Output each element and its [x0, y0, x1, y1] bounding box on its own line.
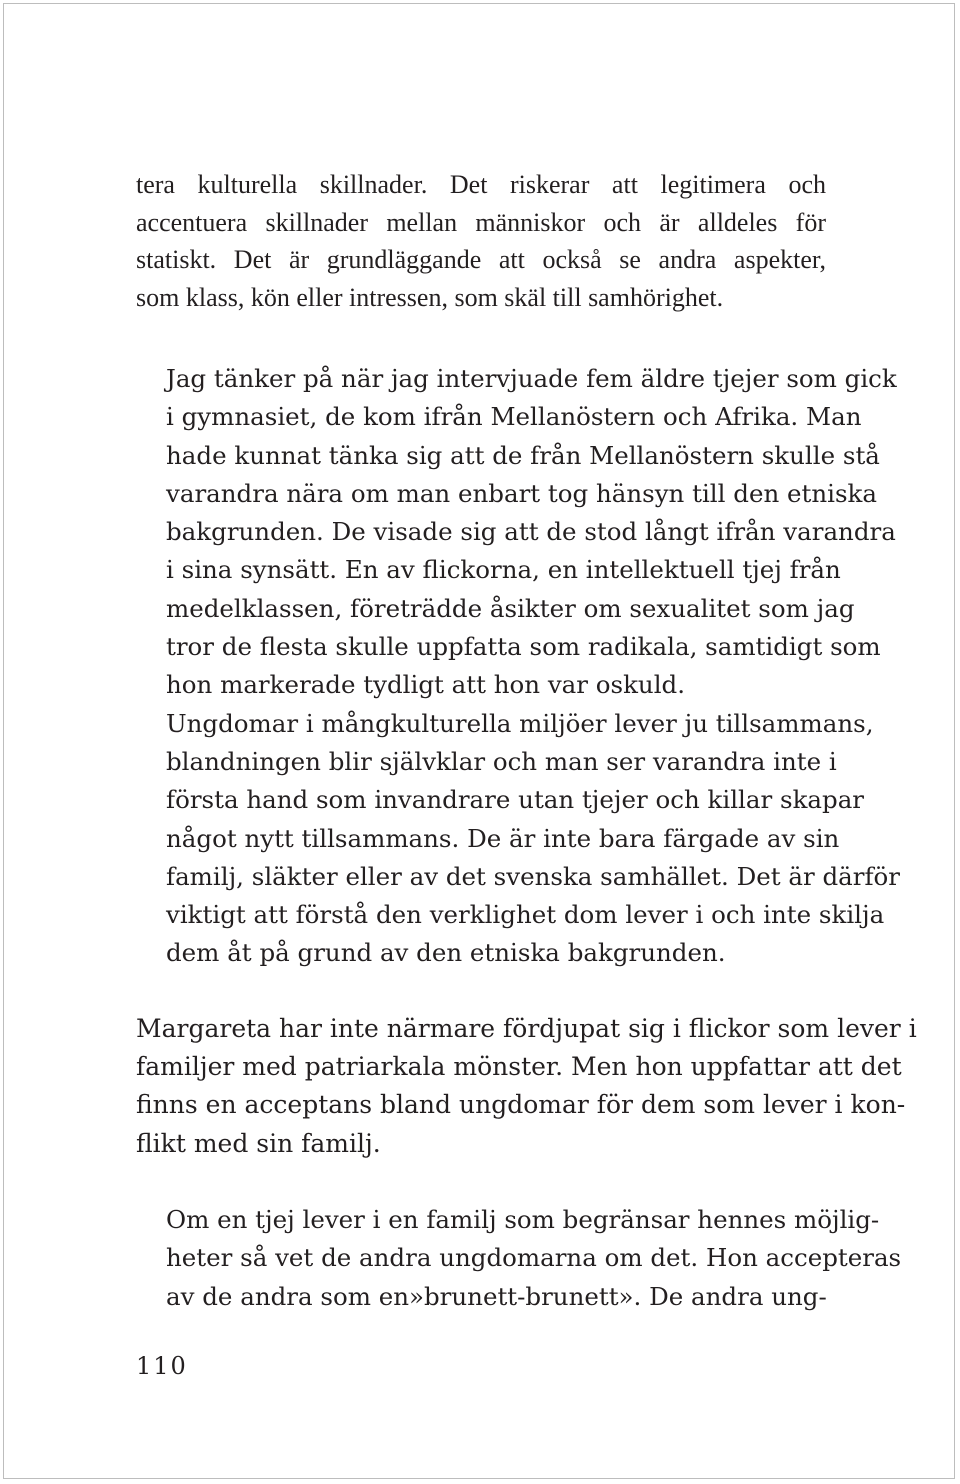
text-line: Margareta har inte närmare fördjupat sig i flickor som lever i	[136, 1014, 917, 1043]
text-line: Om en tjej lever i en familj som begränsar hennes möjlig-	[166, 1205, 880, 1234]
text-line: accentuera skillnader mellan människor och är alldeles för	[136, 207, 826, 237]
text-line: första hand som invandrare utan tjejer och killar skapar	[166, 785, 865, 815]
text-line: familjer med patriarkala mönster. Men hon uppfattar att det	[136, 1052, 902, 1082]
text-line: av de andra som en»brunett-brunett». De andra ung-	[166, 1281, 827, 1311]
text-line: Ungdomar i mångkulturella miljöer lever ju tillsammans,	[166, 708, 874, 738]
interview-quote-1	[166, 360, 900, 973]
text-line: tror de flesta skulle uppfatta som radikala, samtidigt som	[166, 632, 881, 662]
text-line: hade kunnat tänka sig att de från Mellanöstern skulle stå	[166, 440, 880, 470]
text-line: som klass, kön eller intressen, som skäl till samhörighet.	[136, 283, 724, 313]
text-line: statiskt. Det är grundläggande att också se andra aspekter,	[136, 245, 826, 275]
text-line: bakgrunden. De visade sig att de stod långt ifrån varandra	[166, 517, 896, 547]
text-line: blandningen blir självklar och man ser varandra inte i	[166, 746, 837, 776]
text-line: finns en acceptans bland ungdomar för dem som lever i kon-	[136, 1090, 906, 1120]
text-line: hon markerade tydligt att hon var oskuld.	[166, 670, 686, 700]
text-line: dem åt på grund av den etniska bakgrunden.	[166, 938, 726, 968]
text-line: viktigt att förstå den verklighet dom lever i och inte skilja	[166, 900, 885, 930]
body-paragraph-2	[136, 1010, 917, 1163]
text-line: familj, släkter eller av det svenska samhället. Det är därför	[166, 861, 900, 891]
text-line: varandra nära om man enbart tog hänsyn till den etniska	[166, 478, 878, 508]
body-paragraph-1	[136, 166, 826, 317]
interview-quote-2	[166, 1201, 902, 1316]
page-number: 110	[136, 1352, 188, 1380]
text-line: medelklassen, företrädde åsikter om sexualitet som jag	[166, 593, 855, 623]
text-line: Jag tänker på när jag intervjuade fem äldre tjejer som gick	[166, 364, 897, 393]
text-line: tera kulturella skillnader. Det riskerar att legitimera och	[136, 170, 826, 199]
text-line: i gymnasiet, de kom ifrån Mellanöstern och Afrika. Man	[166, 402, 862, 432]
text-line: heter så vet de andra ungdomarna om det. Hon accepteras	[166, 1243, 902, 1273]
text-line: flikt med sin familj.	[136, 1128, 381, 1158]
text-line: i sina synsätt. En av flickorna, en intellektuell tjej från	[166, 555, 841, 585]
text-line: något nytt tillsammans. De är inte bara färgade av sin	[166, 823, 840, 853]
